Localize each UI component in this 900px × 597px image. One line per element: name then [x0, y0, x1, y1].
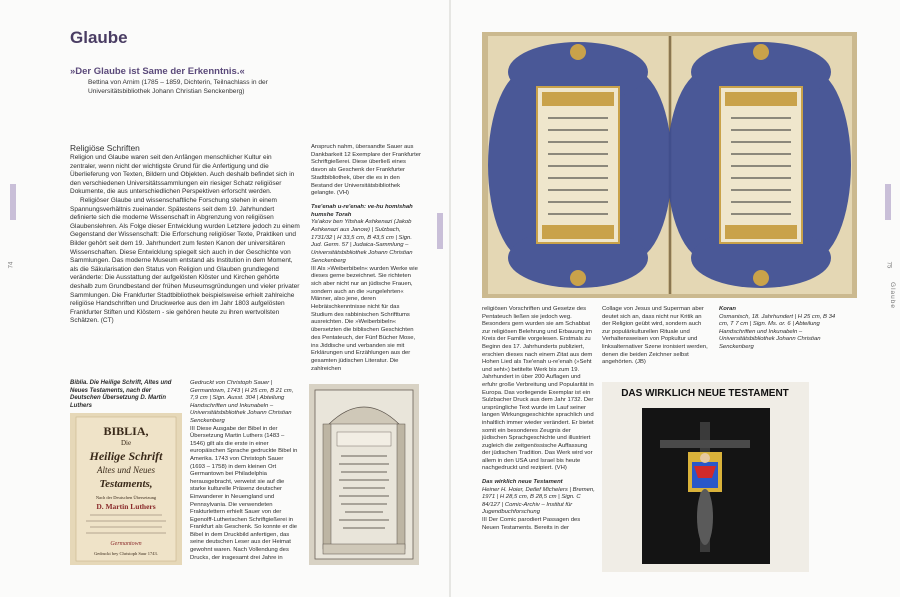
left-page	[0, 0, 449, 597]
intro-paragraph-1: Religion und Glaube waren seit den Anfängen menschlicher Kultur ein zentraler, wenn nicht der wichtigste Grund für die Anfertigung und die Überlieferung von Texten, Bildern und Objekten. Auch deshalb befindet sich in den verschiedenen Universitätssammlungen ein riesiger Schatz religiöser Dokumente, die aus unterschiedlichen Perspektiven erforscht werden.	[70, 154, 295, 196]
right-page	[451, 0, 900, 597]
koran-caption	[719, 306, 844, 352]
comic-cover-drawing	[602, 382, 809, 572]
bible-caption-title: Biblia. Die Heilige Schrift, Altes und Neues Testaments, nach der Deutschen Übersetzung D. Martin Luthers	[70, 380, 172, 409]
comic-cover-image	[602, 382, 809, 572]
left-inner-tab	[437, 213, 443, 249]
section-heading: Religiöse Schriften	[70, 143, 140, 153]
torah-title-page-image	[309, 384, 419, 565]
right-column-2	[602, 306, 710, 367]
svg-text:Germantown: Germantown	[110, 541, 142, 547]
svg-text:Nach der Deutschen Übersetzung: Nach der Deutschen Übersetzung	[95, 495, 157, 500]
epigraph-source: Bettina von Arnim (1785 – 1859, Dichterin, Teilnachlass in der Universitätsbibliothek Johann Christian Senckenberg)	[88, 79, 268, 95]
comic-body: III Der Comic parodiert Passagen des Neuen Testaments. Bereits in der	[482, 517, 581, 531]
comic-title: Das wirklich neue Testament	[482, 479, 563, 486]
koran-image	[482, 32, 857, 298]
intro-paragraph-2: Religiöser Glaube und wissenschaftliche Forschung stehen in einem Spannungsverhältnis zueinander. Spätestens seit dem 19. Jahrhundert definierte sich die moderne Wissenschaft in Abgrenzung von religiösen Glaubenslehren. Als Folge dieser Entwicklung wurden Letztere jedoch zu einem Gegenstand der Wissenschaft: Die Erforschung religiöser Texte, Praktiken und Bilder gehört seit dem 19. Jahrhundert zum festen Kanon der universitären Wissenschaften. Diese Entwicklung spiegelt sich auch in der Geschichte von Sammlungen. Das moderne Museum entstand als Institution in dem Moment, als die Säkularisation den Status von Religion und Glauben grundlegend veränderte: Die Ausstattung der aufgelösten Klöster und Kirchen gehörte deshalb zum Grundbestand der frühen Museumsgründungen und vieler privater Sammlungen. Die Frankfurter Stadtbibliothek beispielsweise erhielt zahlreiche religiöse Handschriften und Druckwerke aus den im Jahr 1803 aufgelösten Frankfurter Stiften und Klöstern - sie gehören heute zu ihren wertvollsten Schätzen. (CT)	[70, 196, 300, 325]
torah-meta: Ya'akov ben Yitshak Ashkenazi (Jakob Ashkenazi aus Janow) | Sulzbach, 1731/32 | H 33,5 cm, B 43,5 cm | Sign. Jud. Germ. 57 | Judaica-Sammlung – Universitätsbibliothek Johann Christian Senckenberg	[311, 219, 413, 264]
bible-caption	[70, 380, 182, 410]
svg-text:D. Martin Luthers: D. Martin Luthers	[96, 502, 156, 511]
right-column-1	[482, 306, 597, 532]
torah-continued-text: religiösen Vorschriften und Gesetze des Pentateuch ließen sie jedoch weg. Besonders gern wurden sie am Schabbat zur religiösen Belehrung und Erbauung im Kreis der Familie vorgelesen. Erstmals zu Beginn des 17. Jahrhunderts publiziert, erschien dieses nach einem Zitat aus dem Hohen Lied als Tse'enah u-re'enah (»Seht und seht«) betitelte Werk bis zum 19. Jahrhundert in über 200 Auflagen und erfuhr große Verbreitung und Popularität in Europa. Das vorliegende Exemplar ist ein Sulzbacher Druck aus dem Jahr 1732. Der ursprüngliche Text wurde im Lauf seiner langen Wirkungsgeschichte sprachlich und inhaltlich immer wieder verändert. Er bietet somit ein besonderes Zeugnis der jüdischen Sprachgeschichte und illustriert zugleich die zeitgenössische Auffassung der jüdischen Tradition. Das Werk wird vor allem in den USA und Israel bis heute nachgedruckt und rezipiert. (VH)	[482, 306, 594, 472]
comic-cover-title: DAS WIRKLICH NEUE TESTAMENT	[621, 388, 789, 399]
torah-title: Tse'enah u-re'enah: ve-hu homishah humshe Torah	[311, 203, 413, 218]
bible-img-head: BIBLIA,	[103, 424, 149, 438]
sidebar-column	[311, 144, 421, 373]
running-head-right: Glaube	[888, 282, 896, 309]
bible-meta: Gedruckt von Christoph Sauer | Germantown, 1743 | H 25 cm, B 21 cm, 7,9 cm | Sign. Ausst. 304 | Abteilung Handschriften und Inkunabeln – Universitätsbibliothek Johann Christian Senckenberg	[190, 380, 294, 424]
epigraph-quote: »Der Glaube ist Same der Erkenntnis.«	[70, 66, 245, 77]
comic-continued-text: Collage von Jesus und Superman aber deutet sich an, dass nicht nur Kritik an der Religion geübt wird, sondern auch zur populärkulturellen Rituale und Verhaltensweisen von Popkultur und linksalternativer Szene ironisiert werden, denen die beiden Zeichner selbst angehörten. (JB)	[602, 306, 708, 366]
koran-title: Koran	[719, 306, 737, 312]
svg-text:Gedruckt bey Christoph Saur 17: Gedruckt bey Christoph Saur 1743.	[94, 551, 158, 556]
page-number-left: 74	[8, 261, 15, 269]
comic-meta: Heiner H. Hoier, Detlef Michelers | Bremen, 1971 | H 28,5 cm, B 28,5 cm | Sign. C 84/127 | Comic-Archiv – Institut für Jugendbuchforschung	[482, 486, 595, 516]
torah-body: III Als »Weiberbibeln« wurden Werke wie dieses gerne bezeichnet. Sie richteten sich aber nicht nur an jüdische Frauen, sondern auch an die »ungelehrten« Männer, also jene, deren Hebräischkenntnisse nicht für das Studium des rabbinischen Schrifttums ausreichten. Die »Weiberbibeln« übersetzten die biblischen Geschichten des Pentateuch, der Fünf Bücher Mose, ins Jiddische und verbanden sie mit Erklärungen und Erzählungen aus der gesamten jüdischen Literatur. Die zahlreichen	[311, 265, 418, 372]
intro-column	[70, 154, 300, 326]
svg-text:Die: Die	[120, 439, 132, 447]
svg-text:Testaments,: Testaments,	[99, 478, 153, 490]
bible-title-page-drawing	[70, 413, 182, 565]
svg-text:Heilige Schrift: Heilige Schrift	[89, 449, 163, 463]
bible-description	[190, 380, 300, 562]
page-title: Glaube	[70, 28, 128, 47]
koran-meta: Osmanisch, 18. Jahrhundert | H 25 cm, B 34 cm, T 7 cm | Sign. Ms. or. 6 | Abteilung Handschriften und Inkunabeln – Universitätsbibliothek Johann Christian Senckenberg	[719, 313, 836, 350]
koran-drawing	[482, 32, 857, 298]
bible-body: III Diese Ausgabe der Bibel in der Übersetzung Martin Luthers (1483 – 1546) gilt als die erste in einer europäischen Sprache gedruckte Bibel in Amerika. 1743 von Christoph Sauer (1693 – 1758) in dem kleinen Ort Germantown bei Philadelphia herausgebracht, verweist sie auf die starke kulturelle Präsenz deutscher Einwanderer in Neuengland und Pennsylvania. Die verwendeten Frakturlettern erhielt Sauer von der Egenolff-Lutherischen Schriftgießerei in Frankfurt als Geschenk. So konnte er die Bibel in dem Druckbild anfertigen, das seine deutschen Leser aus der Heimat gewohnt waren. Nach Vollendung des Drucks, der insgesamt drei Jahre in	[190, 425, 298, 561]
torah-title-page-drawing	[309, 384, 419, 565]
svg-text:Altes und Neues: Altes und Neues	[97, 465, 155, 475]
page-number-right: 75	[885, 261, 892, 269]
sidebar-continued-text: Anspruch nahm, übersandte Sauer aus Dankbarkeit 12 Exemplare der Frankfurter Schriftgießerei. Diese überließ eines davon als Geschenk der Frankfurter Stadtbibliothek, über die es in den Bestand der Universitätsbibliothek gelangte. (VH)	[311, 144, 422, 197]
bible-title-page-image	[70, 413, 182, 565]
right-margin-tab	[885, 184, 891, 220]
left-margin-tab	[10, 184, 16, 220]
